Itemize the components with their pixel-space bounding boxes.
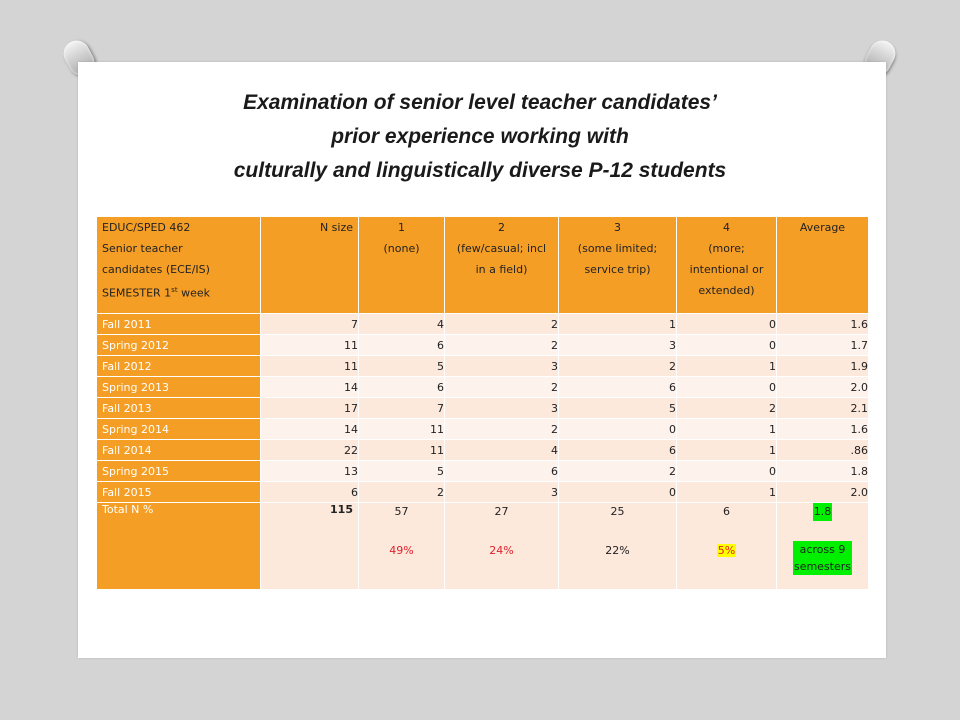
row-semester: Spring 2014 [97, 419, 261, 440]
total-level-2-percent: 24% [489, 544, 514, 557]
table-row [97, 461, 869, 482]
row-level-3: 2 [559, 356, 677, 377]
header-level-3-desc: (some limited; [577, 242, 658, 255]
row-level-4: 0 [677, 377, 777, 398]
header-level-2-desc: (few/casual; incl [456, 242, 547, 255]
header-row [97, 217, 869, 314]
row-average: 2.0 [777, 482, 869, 503]
row-level-2: 3 [445, 482, 559, 503]
row-average: 1.7 [777, 335, 869, 356]
header-level-1-num: 1 [398, 221, 405, 234]
table-row [97, 482, 869, 503]
row-semester: Fall 2012 [97, 356, 261, 377]
row-semester: Spring 2012 [97, 335, 261, 356]
row-level-3: 2 [559, 461, 677, 482]
total-n-size: 115 [261, 503, 359, 590]
total-level-2-count: 27 [494, 505, 509, 518]
row-average: 2.1 [777, 398, 869, 419]
table-row [97, 377, 869, 398]
row-level-2: 3 [445, 398, 559, 419]
total-level-1 [359, 503, 445, 590]
header-level-4-desc: (more; [708, 242, 745, 255]
header-average [777, 217, 869, 314]
row-semester: Spring 2015 [97, 461, 261, 482]
row-semester: Fall 2015 [97, 482, 261, 503]
header-level-3-num: 3 [614, 221, 621, 234]
title-line-1: Examination of senior level teacher candidates’ [243, 91, 717, 114]
header-course-line: EDUC/SPED 462 [102, 221, 191, 234]
header-average-label: Average [799, 221, 846, 234]
header-level-1 [359, 217, 445, 314]
table-row [97, 314, 869, 335]
row-level-1: 11 [359, 440, 445, 461]
row-level-2: 2 [445, 314, 559, 335]
total-level-1-percent: 49% [389, 544, 414, 557]
row-level-1: 6 [359, 377, 445, 398]
table-row [97, 398, 869, 419]
row-level-2: 2 [445, 377, 559, 398]
total-level-4-percent: 5% [717, 544, 736, 557]
row-n-size: 6 [261, 482, 359, 503]
row-level-4: 2 [677, 398, 777, 419]
total-average-note-line: semesters [793, 560, 852, 573]
header-level-4-desc: extended) [698, 284, 755, 297]
row-semester: Spring 2013 [97, 377, 261, 398]
row-level-4: 0 [677, 335, 777, 356]
total-level-3-percent: 22% [605, 544, 630, 557]
row-level-3: 6 [559, 377, 677, 398]
total-average [777, 503, 869, 590]
total-level-1-count: 57 [394, 505, 409, 518]
total-level-3-count: 25 [610, 505, 625, 518]
row-level-2: 6 [445, 461, 559, 482]
row-level-3: 0 [559, 482, 677, 503]
row-n-size: 7 [261, 314, 359, 335]
table-row [97, 356, 869, 377]
slide-title [80, 86, 880, 188]
table-row [97, 440, 869, 461]
header-n-size [261, 217, 359, 314]
row-level-1: 6 [359, 335, 445, 356]
title-line-3: culturally and linguistically diverse P-12 students [233, 159, 727, 182]
row-level-3: 1 [559, 314, 677, 335]
row-average: 1.6 [777, 314, 869, 335]
row-level-2: 3 [445, 356, 559, 377]
row-level-4: 1 [677, 482, 777, 503]
row-level-4: 1 [677, 440, 777, 461]
row-n-size: 22 [261, 440, 359, 461]
total-average-note [793, 541, 852, 575]
header-n-size-label: N size [319, 221, 353, 234]
total-average-note-line: across 9 [799, 543, 846, 556]
header-level-1-desc: (none) [383, 242, 420, 255]
row-level-3: 3 [559, 335, 677, 356]
header-course-line: SEMESTER 1st week [102, 286, 210, 300]
row-level-1: 5 [359, 461, 445, 482]
row-level-3: 0 [559, 419, 677, 440]
total-level-2 [445, 503, 559, 590]
row-semester: Fall 2011 [97, 314, 261, 335]
total-level-4-count: 6 [723, 505, 730, 518]
row-n-size: 14 [261, 377, 359, 398]
total-average-value: 1.8 [813, 503, 833, 521]
header-level-2-desc: in a field) [475, 263, 528, 276]
row-level-1: 2 [359, 482, 445, 503]
header-level-4-num: 4 [723, 221, 730, 234]
row-level-2: 2 [445, 335, 559, 356]
total-label: Total N % [97, 503, 261, 590]
row-level-3: 5 [559, 398, 677, 419]
row-level-2: 4 [445, 440, 559, 461]
row-level-1: 7 [359, 398, 445, 419]
header-course-line: candidates (ECE/IS) [102, 263, 210, 276]
row-semester: Fall 2013 [97, 398, 261, 419]
total-row [97, 503, 869, 590]
row-level-1: 11 [359, 419, 445, 440]
header-course-line: Senior teacher [102, 242, 183, 255]
data-table [96, 216, 869, 590]
row-level-4: 0 [677, 461, 777, 482]
row-average: 1.8 [777, 461, 869, 482]
table-row [97, 419, 869, 440]
row-average: 2.0 [777, 377, 869, 398]
row-level-4: 1 [677, 419, 777, 440]
total-level-3 [559, 503, 677, 590]
title-line-2: prior experience working with [331, 125, 629, 148]
total-level-4 [677, 503, 777, 590]
row-level-4: 0 [677, 314, 777, 335]
header-level-2-num: 2 [498, 221, 505, 234]
header-level-3 [559, 217, 677, 314]
row-average: .86 [777, 440, 869, 461]
header-level-3-desc: service trip) [584, 263, 651, 276]
row-level-3: 6 [559, 440, 677, 461]
row-average: 1.6 [777, 419, 869, 440]
row-n-size: 11 [261, 356, 359, 377]
row-level-1: 4 [359, 314, 445, 335]
row-n-size: 13 [261, 461, 359, 482]
row-n-size: 17 [261, 398, 359, 419]
row-level-1: 5 [359, 356, 445, 377]
row-n-size: 14 [261, 419, 359, 440]
header-level-4-desc: intentional or [689, 263, 764, 276]
row-level-2: 2 [445, 419, 559, 440]
row-n-size: 11 [261, 335, 359, 356]
header-level-2 [445, 217, 559, 314]
row-average: 1.9 [777, 356, 869, 377]
table-row [97, 335, 869, 356]
row-level-4: 1 [677, 356, 777, 377]
header-course [97, 217, 261, 314]
row-semester: Fall 2014 [97, 440, 261, 461]
header-level-4 [677, 217, 777, 314]
